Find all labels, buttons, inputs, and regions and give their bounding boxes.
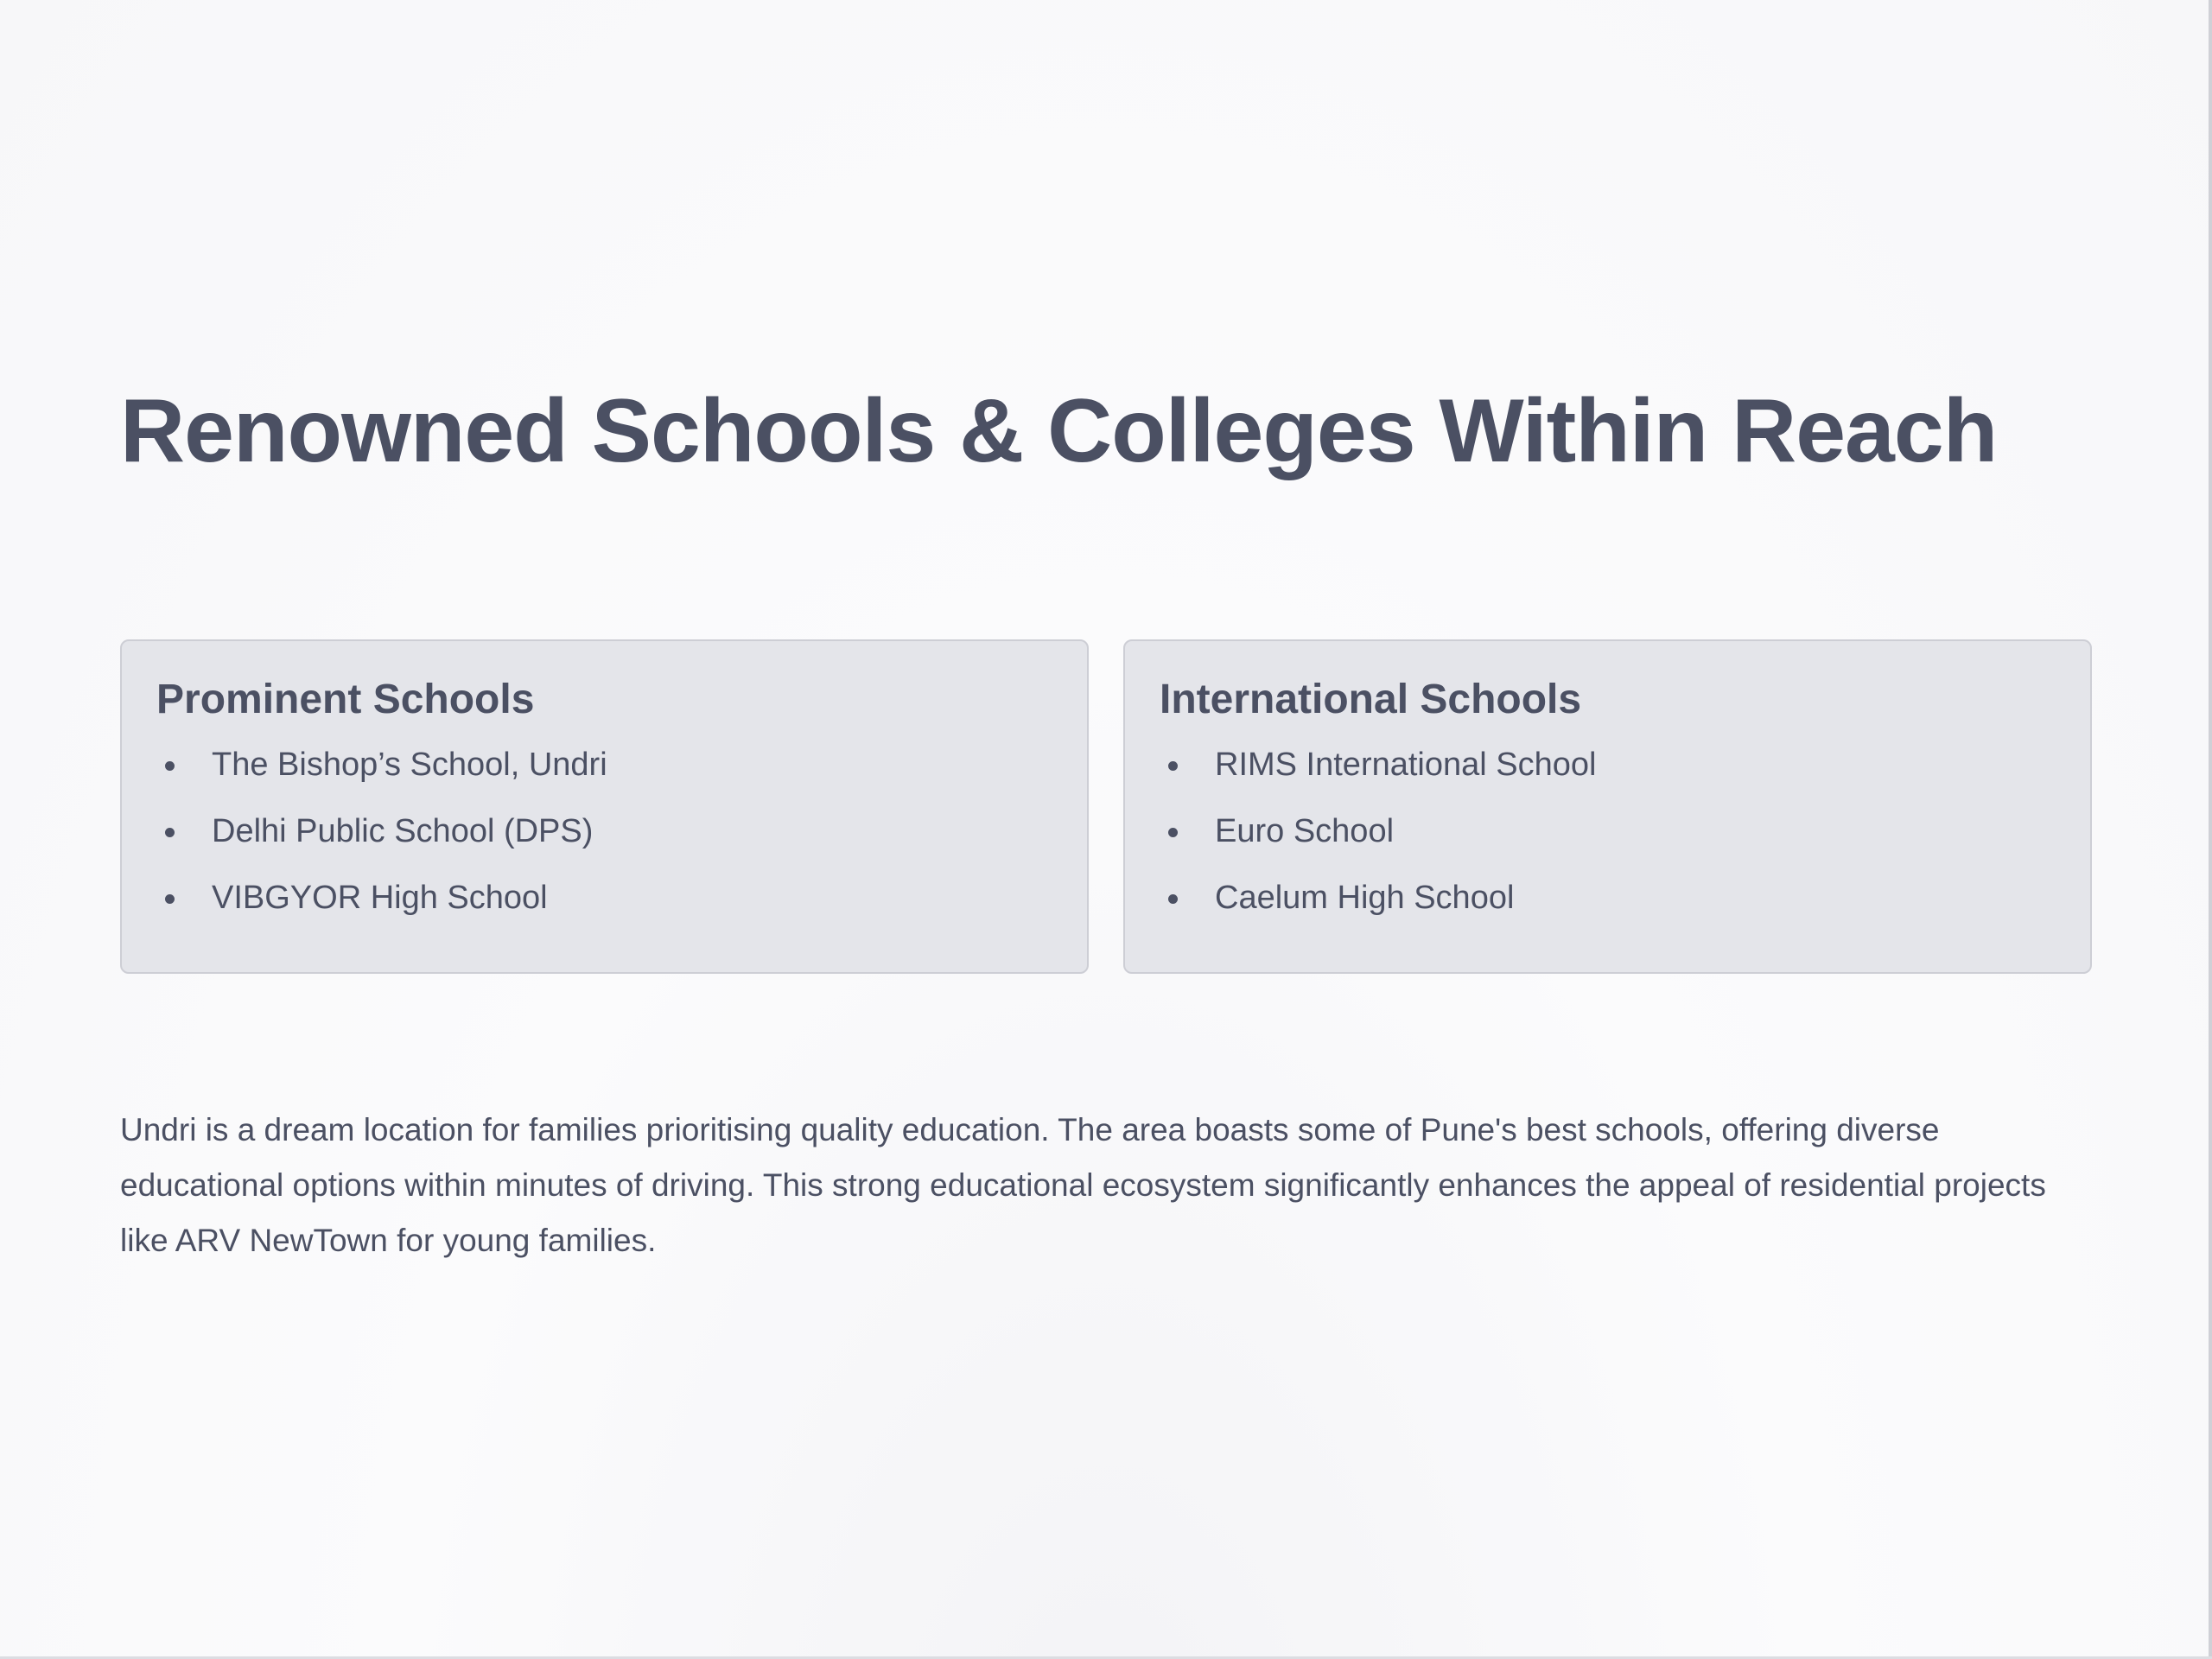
list-item: Caelum High School — [1160, 874, 2056, 940]
list-item: Delhi Public School (DPS) — [156, 807, 1052, 874]
prominent-schools-card — [120, 639, 1089, 974]
list-item: The Bishop’s School, Undri — [156, 741, 1052, 807]
list-item: Euro School — [1160, 807, 2056, 874]
description-paragraph: Undri is a dream location for families prioritising quality education. The area boasts some of Pune's best schools, offering diverse educational options within minutes of driving. This strong educational ecosystem significantly enhances the appeal of residential projects like ARV NewTown for young families. — [120, 1112, 2046, 1258]
card-title: Prominent Schools — [156, 677, 535, 722]
window-edge — [2209, 0, 2212, 1659]
list-item: VIBGYOR High School — [156, 874, 1052, 940]
international-schools-card — [1123, 639, 2092, 974]
card-title: International Schools — [1160, 677, 1582, 722]
school-list — [156, 741, 1052, 940]
slide — [120, 0, 2092, 1659]
school-list — [1160, 741, 2056, 940]
page-title: Renowned Schools & Colleges Within Reach — [120, 381, 1998, 481]
school-cards — [120, 639, 2092, 974]
list-item: RIMS International School — [1160, 741, 2056, 807]
